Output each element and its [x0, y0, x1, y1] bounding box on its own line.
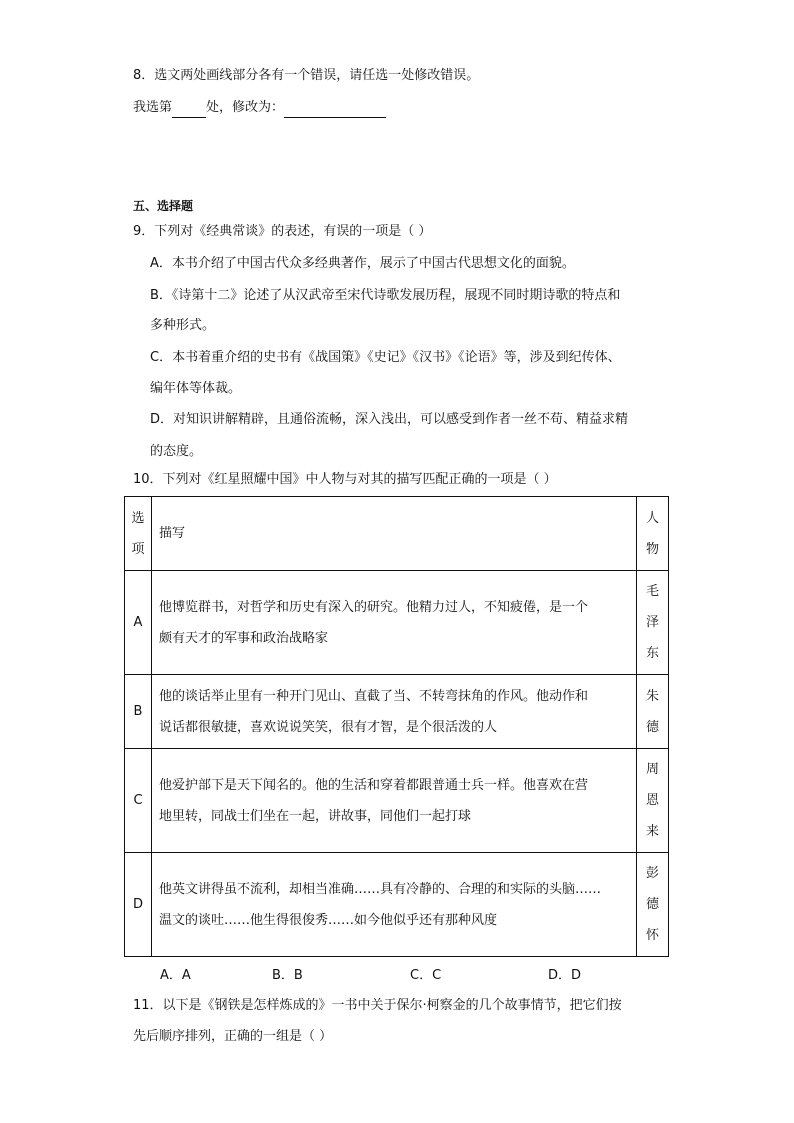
row-option: C — [125, 749, 152, 853]
row-person-char: 周 — [645, 762, 659, 777]
row-desc-line1: 他英文讲得虽不流利，却相当准确……具有冷静的、合理的和实际的头脑…… — [159, 881, 602, 897]
row-desc — [152, 749, 637, 853]
row-person-char: 彭 — [645, 866, 659, 881]
header-option-char: 选 — [131, 510, 145, 526]
row-desc-line2: 说话都很敏捷，喜欢说说笑笑，很有才智，是个很活泼的人 — [159, 719, 498, 735]
q10-choice-b[interactable]: B．B — [272, 968, 303, 983]
table-row — [125, 571, 669, 675]
row-option: B — [125, 675, 152, 749]
q8-prompt: 8．选文两处画线部分各有一个错误，请任选一处修改错误。 — [133, 68, 480, 83]
q8-answer-middle: 处，修改为： — [206, 100, 285, 115]
row-person — [637, 675, 669, 749]
section-title: 五、选择题 — [133, 199, 194, 213]
q10-table — [124, 496, 669, 957]
row-person-char: 德 — [645, 719, 659, 735]
row-person-char: 朱 — [645, 688, 659, 704]
row-desc-line2: 温文的谈吐……他生得很俊秀……如今他似乎还有那种风度 — [159, 912, 498, 928]
q10-choice-c[interactable]: C．C — [410, 968, 442, 983]
row-person-char: 东 — [645, 646, 659, 661]
table-header-row — [125, 497, 669, 571]
q9-option-b-line2: 多种形式。 — [150, 318, 216, 333]
header-person-char: 人 — [645, 510, 659, 526]
row-person-char: 毛 — [645, 584, 659, 599]
row-person — [637, 853, 669, 957]
row-desc-line1: 他爱护部下是天下闻名的。他的生活和穿着都跟普通士兵一样。他喜欢在营 — [159, 777, 589, 793]
header-desc: 描写 — [152, 497, 637, 571]
header-person — [637, 497, 669, 571]
row-desc-line1: 他的谈话举止里有一种开门见山、直截了当、不转弯抹角的作风。他动作和 — [159, 688, 589, 704]
q10-stem: 10．下列对《红星照耀中国》中人物与对其的描写匹配正确的一项是（ ） — [133, 472, 557, 487]
q9-option-d-line2: 的态度。 — [150, 444, 203, 459]
q11-stem-line2: 先后顺序排列，正确的一组是（ ） — [133, 1029, 333, 1044]
q8-answer-prefix: 我选第 — [133, 100, 173, 115]
header-person-char: 物 — [645, 541, 659, 557]
row-desc-line2: 地里转，同战士们坐在一起，讲故事，同他们一起打球 — [159, 808, 472, 824]
row-desc-line2: 颇有天才的军事和政治战略家 — [159, 630, 329, 646]
row-desc-line1: 他博览群书，对哲学和历史有深入的研究。他精力过人，不知疲倦，是一个 — [159, 599, 589, 615]
q10-choice-d[interactable]: D．D — [548, 968, 582, 983]
row-person-char: 德 — [645, 897, 659, 912]
row-person-char: 来 — [645, 824, 659, 839]
q8-answer-line — [133, 98, 386, 118]
row-desc — [152, 675, 637, 749]
table-row — [125, 853, 669, 957]
q9-option-a: A．本书介绍了中国古代众多经典著作，展示了中国古代思想文化的面貌。 — [150, 256, 575, 271]
q9-stem: 9．下列对《经典常谈》的表述，有误的一项是（ ） — [133, 224, 432, 239]
row-person — [637, 749, 669, 853]
q8-blank-correction[interactable] — [284, 102, 386, 118]
header-option-char: 项 — [131, 541, 145, 557]
table-row — [125, 749, 669, 853]
row-person-char: 恩 — [645, 793, 659, 808]
q9-option-b-line1: B．《诗第十二》论述了从汉武帝至宋代诗歌发展历程，展现不同时期诗歌的特点和 — [150, 288, 621, 303]
row-desc — [152, 571, 637, 675]
row-person-char: 泽 — [645, 615, 659, 630]
q8-blank-position[interactable] — [172, 102, 206, 118]
q9-option-c-line1: C．本书着重介绍的史书有《战国策》《史记》《汉书》《论语》等，涉及到纪传体、 — [150, 350, 621, 365]
row-person-char: 怀 — [645, 928, 659, 943]
row-person — [637, 571, 669, 675]
table-row — [125, 675, 669, 749]
q11-stem-line1: 11．以下是《钢铁是怎样炼成的》一书中关于保尔·柯察金的几个故事情节，把它们按 — [133, 998, 622, 1013]
q10-choice-a[interactable]: A．A — [160, 968, 191, 983]
q9-option-d-line1: D．对知识讲解精辟，且通俗流畅，深入浅出，可以感受到作者一丝不苟、精益求精 — [150, 412, 629, 427]
row-option: A — [125, 571, 152, 675]
q9-option-c-line2: 编年体等体裁。 — [150, 381, 242, 396]
header-option — [125, 497, 152, 571]
row-option: D — [125, 853, 152, 957]
row-desc — [152, 853, 637, 957]
